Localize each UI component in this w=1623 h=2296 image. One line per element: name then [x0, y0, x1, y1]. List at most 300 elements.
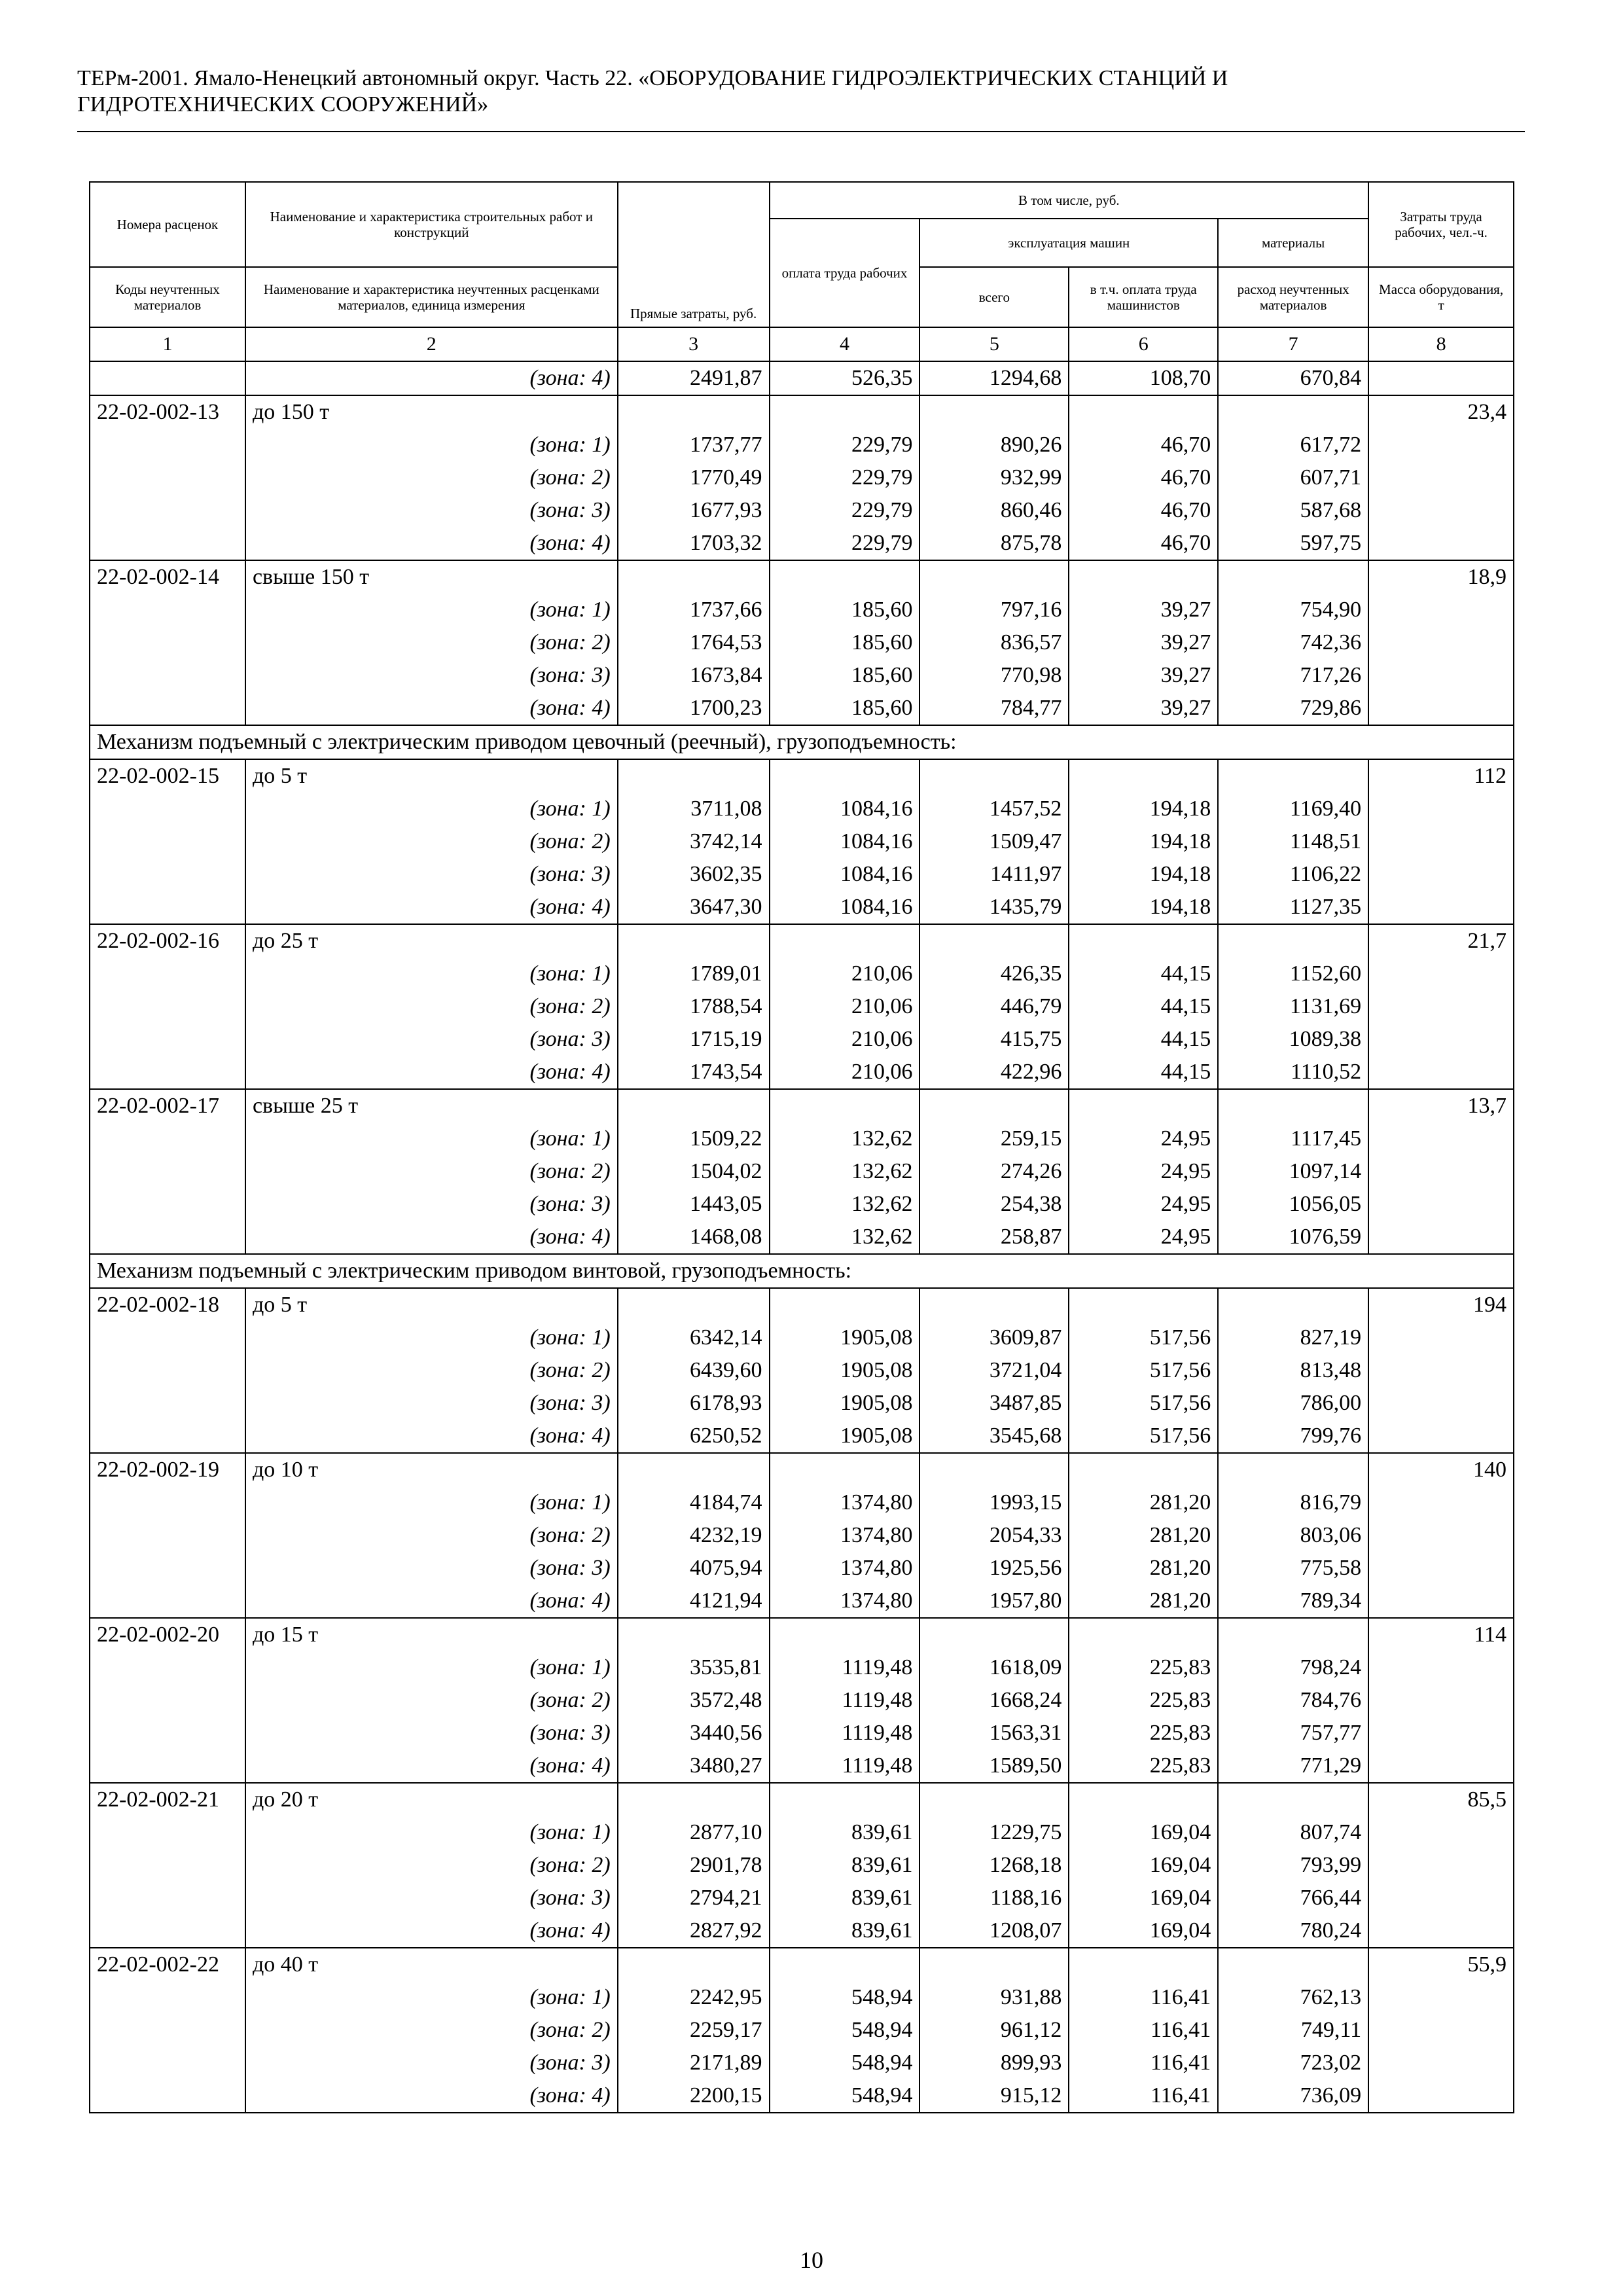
- section-header-row: [90, 725, 1514, 759]
- labor-costs-value: 18,9: [1368, 560, 1514, 594]
- machines-total-value: 1509,47: [919, 825, 1069, 858]
- zone-row: [90, 1387, 1514, 1420]
- materials-value: 729,86: [1218, 692, 1368, 725]
- machines-total-value: 860,46: [919, 494, 1069, 527]
- zone-label: (зона: 1): [245, 1816, 618, 1849]
- machines-total-value: 1563,31: [919, 1717, 1069, 1749]
- labor-costs-value: [1368, 1221, 1514, 1254]
- wages-value: 1084,16: [770, 825, 920, 858]
- zone-label: (зона: 3): [245, 1882, 618, 1914]
- operator-wages-value: 194,18: [1069, 793, 1218, 825]
- operator-wages-value: 281,20: [1069, 1486, 1218, 1519]
- wages-value: 1905,08: [770, 1420, 920, 1453]
- zone-row: [90, 361, 1514, 395]
- zone-row: [90, 1552, 1514, 1585]
- zone-label: (зона: 1): [245, 793, 618, 825]
- direct-costs-value: [618, 1288, 770, 1321]
- direct-costs-value: [618, 1783, 770, 1816]
- rate-item-row: [90, 1089, 1514, 1122]
- operator-wages-value: 116,41: [1069, 2079, 1218, 2113]
- machines-total-value: 415,75: [919, 1023, 1069, 1056]
- machines-total-value: 2054,33: [919, 1519, 1069, 1552]
- zone-label: (зона: 2): [245, 1155, 618, 1188]
- wages-value: 229,79: [770, 461, 920, 494]
- header-including: В том числе, руб.: [770, 182, 1369, 219]
- zone-label: (зона: 2): [245, 1519, 618, 1552]
- rate-code: [90, 1684, 245, 1717]
- machines-total-value: 259,15: [919, 1122, 1069, 1155]
- zone-label: (зона: 4): [245, 1056, 618, 1089]
- labor-costs-value: [1368, 858, 1514, 891]
- item-name: свыше 150 т: [245, 560, 618, 594]
- rate-code: [90, 1585, 245, 1618]
- labor-costs-value: [1368, 1122, 1514, 1155]
- operator-wages-value: 116,41: [1069, 2014, 1218, 2047]
- zone-row: [90, 958, 1514, 990]
- zone-label: (зона: 3): [245, 659, 618, 692]
- machines-total-value: 1188,16: [919, 1882, 1069, 1914]
- rate-code: 22-02-002-22: [90, 1948, 245, 1981]
- wages-value: [770, 1618, 920, 1651]
- labor-costs-value: 23,4: [1368, 395, 1514, 429]
- machines-total-value: [919, 1089, 1069, 1122]
- rate-code: [90, 1056, 245, 1089]
- operator-wages-value: 169,04: [1069, 1816, 1218, 1849]
- operator-wages-value: 24,95: [1069, 1221, 1218, 1254]
- direct-costs-value: 1737,66: [618, 594, 770, 626]
- rate-item-row: [90, 1288, 1514, 1321]
- machines-total-value: 915,12: [919, 2079, 1069, 2113]
- labor-costs-value: [1368, 692, 1514, 725]
- materials-value: 766,44: [1218, 1882, 1368, 1914]
- direct-costs-value: 3480,27: [618, 1749, 770, 1783]
- rate-code: [90, 1321, 245, 1354]
- section-header-row: [90, 1254, 1514, 1288]
- rate-code: [90, 1023, 245, 1056]
- zone-row: [90, 1221, 1514, 1254]
- zone-label: (зона: 1): [245, 1321, 618, 1354]
- labor-costs-value: [1368, 1717, 1514, 1749]
- zone-row: [90, 891, 1514, 924]
- labor-costs-value: [1368, 1981, 1514, 2014]
- labor-costs-value: 55,9: [1368, 1948, 1514, 1981]
- operator-wages-value: 225,83: [1069, 1749, 1218, 1783]
- labor-costs-value: [1368, 1056, 1514, 1089]
- materials-value: 754,90: [1218, 594, 1368, 626]
- labor-costs-value: [1368, 1651, 1514, 1684]
- direct-costs-value: 2901,78: [618, 1849, 770, 1882]
- wages-value: [770, 560, 920, 594]
- wages-value: 185,60: [770, 692, 920, 725]
- direct-costs-value: 4075,94: [618, 1552, 770, 1585]
- rate-item-row: [90, 1618, 1514, 1651]
- labor-costs-value: [1368, 2047, 1514, 2079]
- header-operator-wages: в т.ч. оплата труда машинистов: [1069, 267, 1218, 327]
- rate-code: [90, 461, 245, 494]
- machines-total-value: 426,35: [919, 958, 1069, 990]
- machines-total-value: 890,26: [919, 429, 1069, 461]
- operator-wages-value: 281,20: [1069, 1552, 1218, 1585]
- rate-code: [90, 1981, 245, 2014]
- operator-wages-value: 108,70: [1069, 361, 1218, 395]
- zone-row: [90, 1717, 1514, 1749]
- operator-wages-value: [1069, 560, 1218, 594]
- wages-value: 1119,48: [770, 1684, 920, 1717]
- labor-costs-value: [1368, 1155, 1514, 1188]
- rate-code: [90, 2047, 245, 2079]
- zone-label: (зона: 4): [245, 527, 618, 560]
- labor-costs-value: 13,7: [1368, 1089, 1514, 1122]
- machines-total-value: 1229,75: [919, 1816, 1069, 1849]
- materials-value: 771,29: [1218, 1749, 1368, 1783]
- zone-row: [90, 825, 1514, 858]
- wages-value: [770, 1948, 920, 1981]
- rate-code: [90, 361, 245, 395]
- labor-costs-value: [1368, 1552, 1514, 1585]
- materials-value: 1076,59: [1218, 1221, 1368, 1254]
- direct-costs-value: 2259,17: [618, 2014, 770, 2047]
- zone-row: [90, 1023, 1514, 1056]
- materials-value: 1117,45: [1218, 1122, 1368, 1155]
- labor-costs-value: [1368, 1387, 1514, 1420]
- rate-code: [90, 1749, 245, 1783]
- rate-item-row: [90, 1783, 1514, 1816]
- wages-value: 526,35: [770, 361, 920, 395]
- item-name: до 40 т: [245, 1948, 618, 1981]
- materials-value: 784,76: [1218, 1684, 1368, 1717]
- zone-label: (зона: 1): [245, 1981, 618, 2014]
- rate-code: [90, 1122, 245, 1155]
- materials-value: 1127,35: [1218, 891, 1368, 924]
- machines-total-value: 784,77: [919, 692, 1069, 725]
- wages-value: 185,60: [770, 626, 920, 659]
- machines-total-value: 258,87: [919, 1221, 1069, 1254]
- direct-costs-value: 2171,89: [618, 2047, 770, 2079]
- operator-wages-value: 194,18: [1069, 891, 1218, 924]
- header-line-1: ТЕРм-2001. Ямало-Ненецкий автономный округ. Часть 22. «ОБОРУДОВАНИЕ ГИДРОЭЛЕКТРИЧЕСКИХ СТАНЦИЙ И: [77, 66, 1228, 90]
- zone-row: [90, 1519, 1514, 1552]
- direct-costs-value: 1677,93: [618, 494, 770, 527]
- wages-value: 548,94: [770, 2047, 920, 2079]
- labor-costs-value: [1368, 1849, 1514, 1882]
- operator-wages-value: 225,83: [1069, 1684, 1218, 1717]
- wages-value: 132,62: [770, 1221, 920, 1254]
- operator-wages-value: 39,27: [1069, 692, 1218, 725]
- zone-row: [90, 1816, 1514, 1849]
- rate-code: [90, 958, 245, 990]
- zone-row: [90, 626, 1514, 659]
- labor-costs-value: [1368, 1354, 1514, 1387]
- rate-code: [90, 429, 245, 461]
- zone-row: [90, 1849, 1514, 1882]
- materials-value: 1148,51: [1218, 825, 1368, 858]
- rate-code: [90, 1849, 245, 1882]
- rate-code: [90, 825, 245, 858]
- rate-code: [90, 1651, 245, 1684]
- machines-total-value: [919, 1948, 1069, 1981]
- zone-row: [90, 2079, 1514, 2113]
- zone-label: (зона: 4): [245, 692, 618, 725]
- wages-value: 210,06: [770, 958, 920, 990]
- column-number: 6: [1069, 327, 1218, 361]
- operator-wages-value: 44,15: [1069, 990, 1218, 1023]
- rate-item-row: [90, 759, 1514, 793]
- zone-label: (зона: 1): [245, 1122, 618, 1155]
- document-header: [77, 65, 1517, 118]
- machines-total-value: 1668,24: [919, 1684, 1069, 1717]
- machines-total-value: 3487,85: [919, 1387, 1069, 1420]
- header-divider: [77, 131, 1525, 132]
- wages-value: 229,79: [770, 494, 920, 527]
- materials-value: 816,79: [1218, 1486, 1368, 1519]
- column-number: 3: [618, 327, 770, 361]
- rate-item-row: [90, 1453, 1514, 1486]
- direct-costs-value: 3742,14: [618, 825, 770, 858]
- operator-wages-value: 225,83: [1069, 1651, 1218, 1684]
- operator-wages-value: 24,95: [1069, 1122, 1218, 1155]
- zone-row: [90, 1914, 1514, 1948]
- materials-value: 1131,69: [1218, 990, 1368, 1023]
- machines-total-value: 1411,97: [919, 858, 1069, 891]
- labor-costs-value: [1368, 793, 1514, 825]
- direct-costs-value: 1715,19: [618, 1023, 770, 1056]
- operator-wages-value: 44,15: [1069, 1056, 1218, 1089]
- machines-total-value: [919, 759, 1069, 793]
- machines-total-value: 1268,18: [919, 1849, 1069, 1882]
- rate-item-row: [90, 560, 1514, 594]
- wages-value: [770, 759, 920, 793]
- labor-costs-value: [1368, 1684, 1514, 1717]
- materials-value: [1218, 1783, 1368, 1816]
- section-title: Механизм подъемный с электрическим приводом цевочный (реечный), грузоподъемность:: [90, 725, 1514, 759]
- item-name: до 150 т: [245, 395, 618, 429]
- operator-wages-value: 39,27: [1069, 626, 1218, 659]
- rate-code: [90, 1519, 245, 1552]
- labor-costs-value: [1368, 1519, 1514, 1552]
- materials-value: 1110,52: [1218, 1056, 1368, 1089]
- rate-code: [90, 1221, 245, 1254]
- direct-costs-value: 3440,56: [618, 1717, 770, 1749]
- zone-row: [90, 1749, 1514, 1783]
- zone-row: [90, 1585, 1514, 1618]
- wages-value: 229,79: [770, 429, 920, 461]
- direct-costs-value: 2877,10: [618, 1816, 770, 1849]
- wages-value: [770, 1288, 920, 1321]
- zone-row: [90, 461, 1514, 494]
- wages-value: 1119,48: [770, 1749, 920, 1783]
- operator-wages-value: 194,18: [1069, 825, 1218, 858]
- item-name: до 5 т: [245, 759, 618, 793]
- wages-value: [770, 924, 920, 958]
- labor-costs-value: 21,7: [1368, 924, 1514, 958]
- direct-costs-value: [618, 560, 770, 594]
- zone-row: [90, 1188, 1514, 1221]
- table-header: [90, 182, 1514, 361]
- zone-row: [90, 1321, 1514, 1354]
- direct-costs-value: 6342,14: [618, 1321, 770, 1354]
- direct-costs-value: 1788,54: [618, 990, 770, 1023]
- machines-total-value: 1457,52: [919, 793, 1069, 825]
- direct-costs-value: 3602,35: [618, 858, 770, 891]
- wages-value: 210,06: [770, 990, 920, 1023]
- zone-row: [90, 527, 1514, 560]
- direct-costs-value: 6178,93: [618, 1387, 770, 1420]
- direct-costs-value: 3535,81: [618, 1651, 770, 1684]
- item-name: свыше 25 т: [245, 1089, 618, 1122]
- rate-code: 22-02-002-18: [90, 1288, 245, 1321]
- machines-total-value: 1294,68: [919, 361, 1069, 395]
- header-machines: эксплуатация машин: [919, 219, 1218, 267]
- machines-total-value: 422,96: [919, 1056, 1069, 1089]
- operator-wages-value: 39,27: [1069, 594, 1218, 626]
- machines-total-value: [919, 1453, 1069, 1486]
- machines-total-value: 1208,07: [919, 1914, 1069, 1948]
- operator-wages-value: 46,70: [1069, 429, 1218, 461]
- direct-costs-value: 2491,87: [618, 361, 770, 395]
- operator-wages-value: [1069, 1618, 1218, 1651]
- materials-value: 762,13: [1218, 1981, 1368, 2014]
- rate-code: [90, 594, 245, 626]
- rate-code: [90, 891, 245, 924]
- item-name: до 5 т: [245, 1288, 618, 1321]
- operator-wages-value: [1069, 1288, 1218, 1321]
- operator-wages-value: 194,18: [1069, 858, 1218, 891]
- machines-total-value: 931,88: [919, 1981, 1069, 2014]
- machines-total-value: 899,93: [919, 2047, 1069, 2079]
- materials-value: 798,24: [1218, 1651, 1368, 1684]
- zone-label: (зона: 3): [245, 1717, 618, 1749]
- direct-costs-value: 4232,19: [618, 1519, 770, 1552]
- machines-total-value: 836,57: [919, 626, 1069, 659]
- materials-value: 793,99: [1218, 1849, 1368, 1882]
- labor-costs-value: [1368, 1749, 1514, 1783]
- materials-value: 803,06: [1218, 1519, 1368, 1552]
- direct-costs-value: 1468,08: [618, 1221, 770, 1254]
- rate-code: 22-02-002-16: [90, 924, 245, 958]
- machines-total-value: 1993,15: [919, 1486, 1069, 1519]
- wages-value: 1119,48: [770, 1651, 920, 1684]
- zone-label: (зона: 2): [245, 825, 618, 858]
- operator-wages-value: 116,41: [1069, 1981, 1218, 2014]
- wages-value: 1905,08: [770, 1321, 920, 1354]
- column-number: 7: [1218, 327, 1368, 361]
- zone-label: (зона: 2): [245, 461, 618, 494]
- zone-row: [90, 2047, 1514, 2079]
- machines-total-value: [919, 1783, 1069, 1816]
- operator-wages-value: 169,04: [1069, 1882, 1218, 1914]
- zone-row: [90, 1882, 1514, 1914]
- zone-label: (зона: 4): [245, 2079, 618, 2113]
- machines-total-value: [919, 560, 1069, 594]
- wages-value: 132,62: [770, 1122, 920, 1155]
- operator-wages-value: [1069, 924, 1218, 958]
- operator-wages-value: 44,15: [1069, 958, 1218, 990]
- wages-value: 1374,80: [770, 1486, 920, 1519]
- wages-value: 1084,16: [770, 793, 920, 825]
- wages-value: 1905,08: [770, 1354, 920, 1387]
- column-number: 5: [919, 327, 1069, 361]
- header-direct-costs: Прямые затраты, руб.: [618, 182, 770, 327]
- machines-total-value: [919, 1618, 1069, 1651]
- zone-label: (зона: 3): [245, 1023, 618, 1056]
- wages-value: 1084,16: [770, 858, 920, 891]
- rate-code: 22-02-002-19: [90, 1453, 245, 1486]
- wages-value: 548,94: [770, 2079, 920, 2113]
- rates-table: [89, 181, 1514, 2113]
- zone-label: (зона: 2): [245, 2014, 618, 2047]
- materials-value: 1097,14: [1218, 1155, 1368, 1188]
- labor-costs-value: [1368, 1914, 1514, 1948]
- rate-item-row: [90, 395, 1514, 429]
- zone-label: (зона: 2): [245, 1354, 618, 1387]
- header-wages: оплата труда рабочих: [770, 219, 920, 327]
- direct-costs-value: [618, 395, 770, 429]
- direct-costs-value: 1673,84: [618, 659, 770, 692]
- labor-costs-value: [1368, 1486, 1514, 1519]
- materials-value: 827,19: [1218, 1321, 1368, 1354]
- direct-costs-value: 2827,92: [618, 1914, 770, 1948]
- wages-value: 132,62: [770, 1188, 920, 1221]
- operator-wages-value: 517,56: [1069, 1420, 1218, 1453]
- header-rate-numbers: Номера расценок: [90, 182, 245, 267]
- labor-costs-value: 114: [1368, 1618, 1514, 1651]
- rate-code: [90, 1486, 245, 1519]
- machines-total-value: 254,38: [919, 1188, 1069, 1221]
- zone-label: (зона: 2): [245, 1684, 618, 1717]
- zone-row: [90, 2014, 1514, 2047]
- materials-value: 789,34: [1218, 1585, 1368, 1618]
- section-title: Механизм подъемный с электрическим приводом винтовой, грузоподъемность:: [90, 1254, 1514, 1288]
- machines-total-value: 1589,50: [919, 1749, 1069, 1783]
- direct-costs-value: 1764,53: [618, 626, 770, 659]
- item-name: до 25 т: [245, 924, 618, 958]
- zone-row: [90, 1420, 1514, 1453]
- machines-total-value: 3609,87: [919, 1321, 1069, 1354]
- direct-costs-value: 3711,08: [618, 793, 770, 825]
- zone-label: (зона: 4): [245, 1221, 618, 1254]
- wages-value: 1374,80: [770, 1552, 920, 1585]
- zone-row: [90, 990, 1514, 1023]
- direct-costs-value: 1703,32: [618, 527, 770, 560]
- rate-code: [90, 1420, 245, 1453]
- operator-wages-value: [1069, 1089, 1218, 1122]
- materials-value: 742,36: [1218, 626, 1368, 659]
- operator-wages-value: 24,95: [1069, 1155, 1218, 1188]
- operator-wages-value: 46,70: [1069, 527, 1218, 560]
- wages-value: 1905,08: [770, 1387, 920, 1420]
- materials-value: 607,71: [1218, 461, 1368, 494]
- direct-costs-value: [618, 1618, 770, 1651]
- zone-label: (зона: 2): [245, 1849, 618, 1882]
- wages-value: 839,61: [770, 1882, 920, 1914]
- zone-label: (зона: 1): [245, 1651, 618, 1684]
- column-number: 4: [770, 327, 920, 361]
- machines-total-value: 770,98: [919, 659, 1069, 692]
- header-material-names: Наименование и характеристика неучтенных расценками материалов, единица измерения: [245, 267, 618, 327]
- labor-costs-value: [1368, 1816, 1514, 1849]
- zone-label: (зона: 4): [245, 1585, 618, 1618]
- rate-code: [90, 1188, 245, 1221]
- direct-costs-value: 4121,94: [618, 1585, 770, 1618]
- wages-value: 185,60: [770, 594, 920, 626]
- direct-costs-value: 1504,02: [618, 1155, 770, 1188]
- wages-value: 839,61: [770, 1816, 920, 1849]
- zone-label: (зона: 4): [245, 891, 618, 924]
- header-labor-costs: Затраты труда рабочих, чел.-ч.: [1368, 182, 1514, 267]
- rate-code: [90, 494, 245, 527]
- wages-value: 839,61: [770, 1914, 920, 1948]
- direct-costs-value: 4184,74: [618, 1486, 770, 1519]
